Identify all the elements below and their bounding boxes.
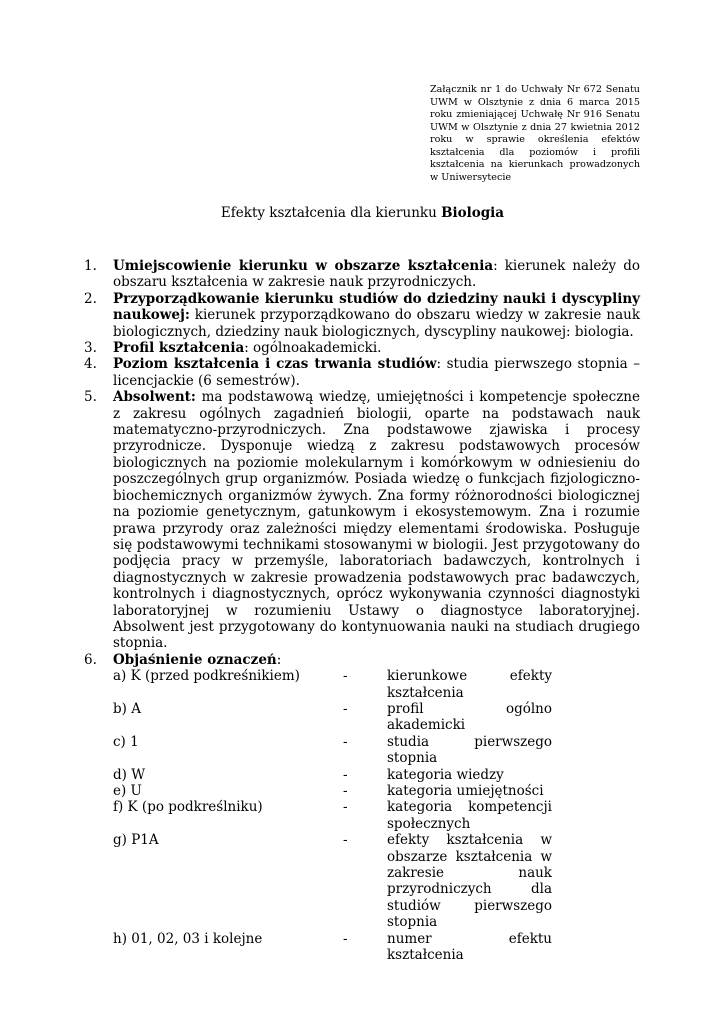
list-item-content: [113, 389, 640, 652]
legend-dash: -: [343, 766, 348, 783]
document-title-field: Biologia: [441, 205, 505, 221]
legend-key: b) A: [113, 700, 141, 717]
legend-row: [113, 799, 640, 832]
list-item-heading: Umiejscowienie kierunku w obszarze kształcenia: [113, 258, 494, 274]
legend-key: d) W: [113, 766, 146, 783]
list-item-number: 4.: [84, 356, 97, 373]
list-item-heading: Profil kształcenia: [113, 340, 245, 357]
list-item: [84, 652, 640, 964]
legend-dash: -: [343, 930, 348, 947]
list-item-number: 3.: [84, 340, 97, 357]
legend-value: studia pierwszego stopnia: [387, 733, 552, 767]
list-item-text: :: [276, 651, 282, 668]
legend-key: h) 01, 02, 03 i kolejne: [113, 930, 263, 947]
legend-key: e) U: [113, 783, 142, 799]
list-item-content: [113, 291, 640, 340]
list-item-number: 1.: [84, 258, 97, 274]
legend-key: f) K (po podkreślniku): [113, 799, 263, 816]
annex-note: Załącznik nr 1 do Uchwały Nr 672 Senatu UWM w Olsztynie z dnia 6 marca 2015 roku zmieniającej Uchwałę Nr 916 Senatu UWM w Olsztynie z dnia 27 kwietnia 2012 roku w sprawie określenia efektów kształcenia dla poziomów i profili kształcenia na kierunkach prowadzonych w Uniwersytecie: [430, 84, 640, 183]
legend-value: kategoria umiejętności: [387, 783, 544, 799]
numbered-list: [84, 258, 640, 963]
legend-key: c) 1: [113, 733, 139, 750]
legend-key: g) P1A: [113, 832, 159, 849]
list-item-text: ma podstawową wiedzę, umiejętności i kompetencje społeczne z zakresu ogólnych zagadnień biologii, oparte na podstawach nauk matematyczno-przyrodniczych. Zna podstawowe zjawiska i procesy przyrodnicze. Dysponuje wiedzą z zakresu podstawowych procesów biologicznych na poziomie molekularnym i komórkowym w odniesieniu do poszczególnych grup organizmów. Posiada wiedzę o funkcjach fizjologiczno-biochemicznych organizmów żywych. Zna formy różnorodności biologicznej na poziomie genetycznym, gatunkowym i ekosystemowym. Zna i rozumie prawa przyrody oraz zależności między elementami środowiska. Posługuje się podstawowymi technikami stosowanymi w biologii. Jest przygotowany do podjęcia pracy w przemyśle, laboratoriach badawczych, kontrolnych i diagnostycznych w zakresie prowadzenia podstawowych prac badawczych, kontrolnych i diagnostycznych, oprócz wykonywania czynności diagnostyki laboratoryjnej w rozumieniu Ustawy o diagnostyce laboratoryjnej. Absolwent jest przygotowany do kontynuowania nauki na studiach drugiego stopnia.: [113, 389, 640, 652]
legend-dash: -: [343, 783, 348, 799]
list-item-number: 6.: [84, 651, 97, 668]
list-item-number: 2.: [84, 290, 97, 307]
list-item-text: : kierunek należy do obszaru kształcenia w zakresie nauk przyrodniczych.: [113, 258, 641, 291]
legend-row: [113, 767, 640, 783]
legend-row: [113, 668, 640, 701]
legend-dash: -: [343, 700, 348, 717]
list-item: [84, 340, 640, 356]
list-item-heading: Poziom kształcenia i czas trwania studiów: [113, 356, 437, 373]
list-item-text: : ogólnoakademicki.: [244, 340, 382, 357]
document-title-prefix: Efekty kształcenia dla kierunku: [220, 205, 442, 221]
legend-value: kierunkowe efekty kształcenia: [387, 668, 552, 701]
list-item-text: kierunek przyporządkowano do obszaru wiedzy w zakresie nauk biologicznych, dziedziny nauk biologicznych, dyscypliny naukowej: biologia.: [113, 307, 640, 340]
list-item: [84, 291, 640, 340]
legend-dash: -: [343, 832, 348, 849]
list-item: [84, 258, 640, 291]
legend-row: [113, 734, 640, 767]
legend-dash: -: [343, 668, 348, 685]
legend-value: kategoria wiedzy: [387, 766, 504, 783]
legend-row: [113, 783, 640, 799]
list-item-heading: Przyporządkowanie kierunku studiów do dziedziny nauki i dyscypliny naukowej:: [113, 290, 640, 324]
list-item: [84, 389, 640, 652]
list-item-text: : studia pierwszego stopnia – licencjackie (6 semestrów).: [113, 356, 640, 389]
list-item-content: [113, 258, 640, 291]
legend-value: kategoria kompetencji społecznych: [387, 799, 552, 832]
list-item: [84, 356, 640, 389]
list-item-content: [113, 356, 640, 389]
list-item-content: [113, 652, 640, 964]
legend-dash: -: [343, 799, 348, 816]
legend-value: profil ogólno akademicki: [387, 700, 552, 734]
list-item-content: [113, 340, 640, 356]
list-item-heading: Absolwent:: [113, 389, 196, 406]
legend-value: numer efektu kształcenia: [387, 930, 552, 964]
legend-dash: -: [343, 733, 348, 750]
list-item-heading: Objaśnienie oznaczeń: [113, 651, 277, 668]
legend-key: a) K (przed podkreśnikiem): [113, 668, 300, 685]
legend-row: [113, 931, 640, 964]
legend-table: [113, 668, 640, 963]
legend-row: [113, 832, 640, 930]
list-item-number: 5.: [84, 389, 97, 406]
document-title: [0, 205, 725, 221]
legend-row: [113, 701, 640, 734]
legend-value: efekty kształcenia w obszarze kształcenia w zakresie nauk przyrodniczych dla studiów pierwszego stopnia: [387, 832, 552, 931]
